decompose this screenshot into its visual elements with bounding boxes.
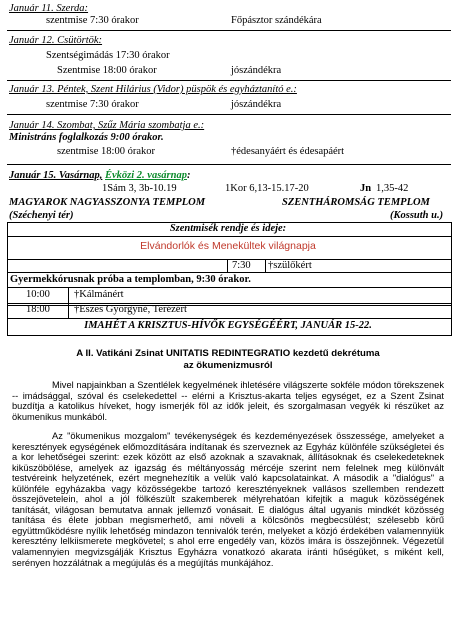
reading-gospel: 1,35-42 xyxy=(376,183,409,194)
mass-time-jan11: szentmise 7:30 órakor xyxy=(46,15,139,26)
ministrant-note: Ministráns foglalkozás 9:00 órakor. xyxy=(9,132,164,143)
row2-intent: †Kálmánért xyxy=(74,289,124,300)
divider xyxy=(7,272,451,273)
cell-divider xyxy=(227,259,228,272)
day-header-jan14: Január 14. Szombat, Szűz Mária szombatja e.: xyxy=(9,120,205,131)
divider xyxy=(7,259,451,260)
choir-rehearsal: Gyermekkórusnak próba a templomban, 9:30 órakor. xyxy=(10,274,251,285)
schedule-title: Szentmisék rendje és ideje: xyxy=(169,223,287,234)
day-header-jan11: Január 11. Szerda: xyxy=(9,3,89,14)
world-day-banner: Elvándorlók és Menekültek világnapja xyxy=(140,240,316,252)
gospel-label: Jn xyxy=(360,183,372,194)
day-header-jan13: Január 13. Péntek, Szent Hilárius (Vidor) püspök és egyháztanító e.: xyxy=(9,84,297,95)
reading-second: 1Kor 6,13-15.17-20 xyxy=(225,183,309,194)
article-title: A II. Vatikáni Zsinat UNITATIS REDINTEGRATIO kezdetű dekrétuma xyxy=(76,348,380,359)
row1-intent: †szülőkért xyxy=(268,260,312,271)
mass-time-jan13: szentmise 7:30 órakor xyxy=(46,99,139,110)
divider xyxy=(7,318,451,319)
adoration-jan12: Szentségimádás 17:30 órakor xyxy=(46,50,170,61)
cell-divider xyxy=(265,259,266,272)
divider xyxy=(7,287,451,288)
row3-intent: †Eszes Györgyné, Terézért xyxy=(74,304,187,315)
row2-time: 10:00 xyxy=(26,289,50,300)
mass-time-jan14: szentmise 18:00 órakor xyxy=(57,146,155,157)
divider xyxy=(7,80,451,81)
day-header-jan12: Január 12. Csütörtök: xyxy=(9,35,103,46)
church-right-location: (Kossuth u.) xyxy=(390,210,444,221)
mass-intent-jan12: jószándékra xyxy=(231,65,282,76)
divider xyxy=(7,114,451,115)
row1-time: 7:30 xyxy=(232,260,251,271)
divider xyxy=(7,30,451,31)
divider xyxy=(7,164,451,165)
liturgical-day: Évközi 2. vasárnap xyxy=(105,170,187,181)
mass-time-jan12: Szentmise 18:00 órakor xyxy=(57,65,157,76)
mass-intent-jan13: jószándékra xyxy=(231,99,282,110)
row3-time: 18:00 xyxy=(26,304,50,315)
unity-week: IMAHÉT A KRISZTUS-HÍVŐK EGYSÉGÉÉRT, JANUÁR 15-22. xyxy=(84,320,372,331)
church-left-location: (Széchenyi tér) xyxy=(9,210,74,221)
divider xyxy=(7,236,451,237)
mass-intent-jan11: Főpásztor szándékára xyxy=(231,15,322,26)
sunday-header: Január 15. Vasárnap, Évközi 2. vasárnap: xyxy=(9,170,191,181)
article-paragraph: Mivel napjainkban a Szentlélek kegyelmének ihletésére világszerte sokféle módon törekszenek -- imádsággal, szóval és cselekedettel -- elérni a Krisztus-akarta teljes egységet, ez a Szent Zsinat buzdítja a katolikus híveket, hogy ismerjék föl az idők jeleit, és szorgalmasan vegyék ki részüket az ökumenikus munkából. xyxy=(12,380,444,422)
article-paragraph: Az "ökumenikus mozgalom" tevékenységek és kezdeményezések összessége, amelyeket a keresztények egységének előmozdítására indítanak és szerveznek az Egyház különféle szükségletei és a kor lehetőségei szerint: ezek között az első azoknak a szavaknak, állításoknak és cselekedeteknek kiküszöbölése, amelyek az igazság és méltányosság mércéje szerint nem felelnek meg különvált testvéreink helyzetének, ezért megnehezítik a velük való kapcsolatainkat. A második a "dialógus" a különféle egyházakba vagy közösségekbe tartozó keresztényeknek vallásos szellemben rendezett összejövetelein, ahol a jól fölkészült szakemberek mélyrehatóan kifejtik a maguk közösségének tanítását, világosan bemutatva annak jellemző vonásait. E dialógus által ugyanis mindkét közösség tanítása és élete jobban megismerhető, ami növeli a kölcsönös megbecsülést; szélesebb körű együttműködésre nyílik lehetőség mindazon tennivalók terén, melyeket a közjó érdekében valamennyiük keresztény lelkiismerete megkövetel; s ahol erre engedély van, közös imára is összejönnek. Végezetül valamennyien megvizsgálják Krisztus Egyházra vonatkozó akarata iránti hűségüket, s miként kell, serényen hozzálátnak a megújulás és a megújítás munkájához. xyxy=(12,431,444,568)
article-subtitle: az ökumenizmusról xyxy=(183,360,273,371)
mass-intent-jan14: †édesanyáért és édesapáért xyxy=(231,146,345,157)
church-right: SZENTHÁROMSÁG TEMPLOM xyxy=(282,197,430,208)
church-left: MAGYAROK NAGYASSZONYA TEMPLOM xyxy=(9,197,206,208)
reading-first: 1Sám 3, 3b-10.19 xyxy=(102,183,177,194)
